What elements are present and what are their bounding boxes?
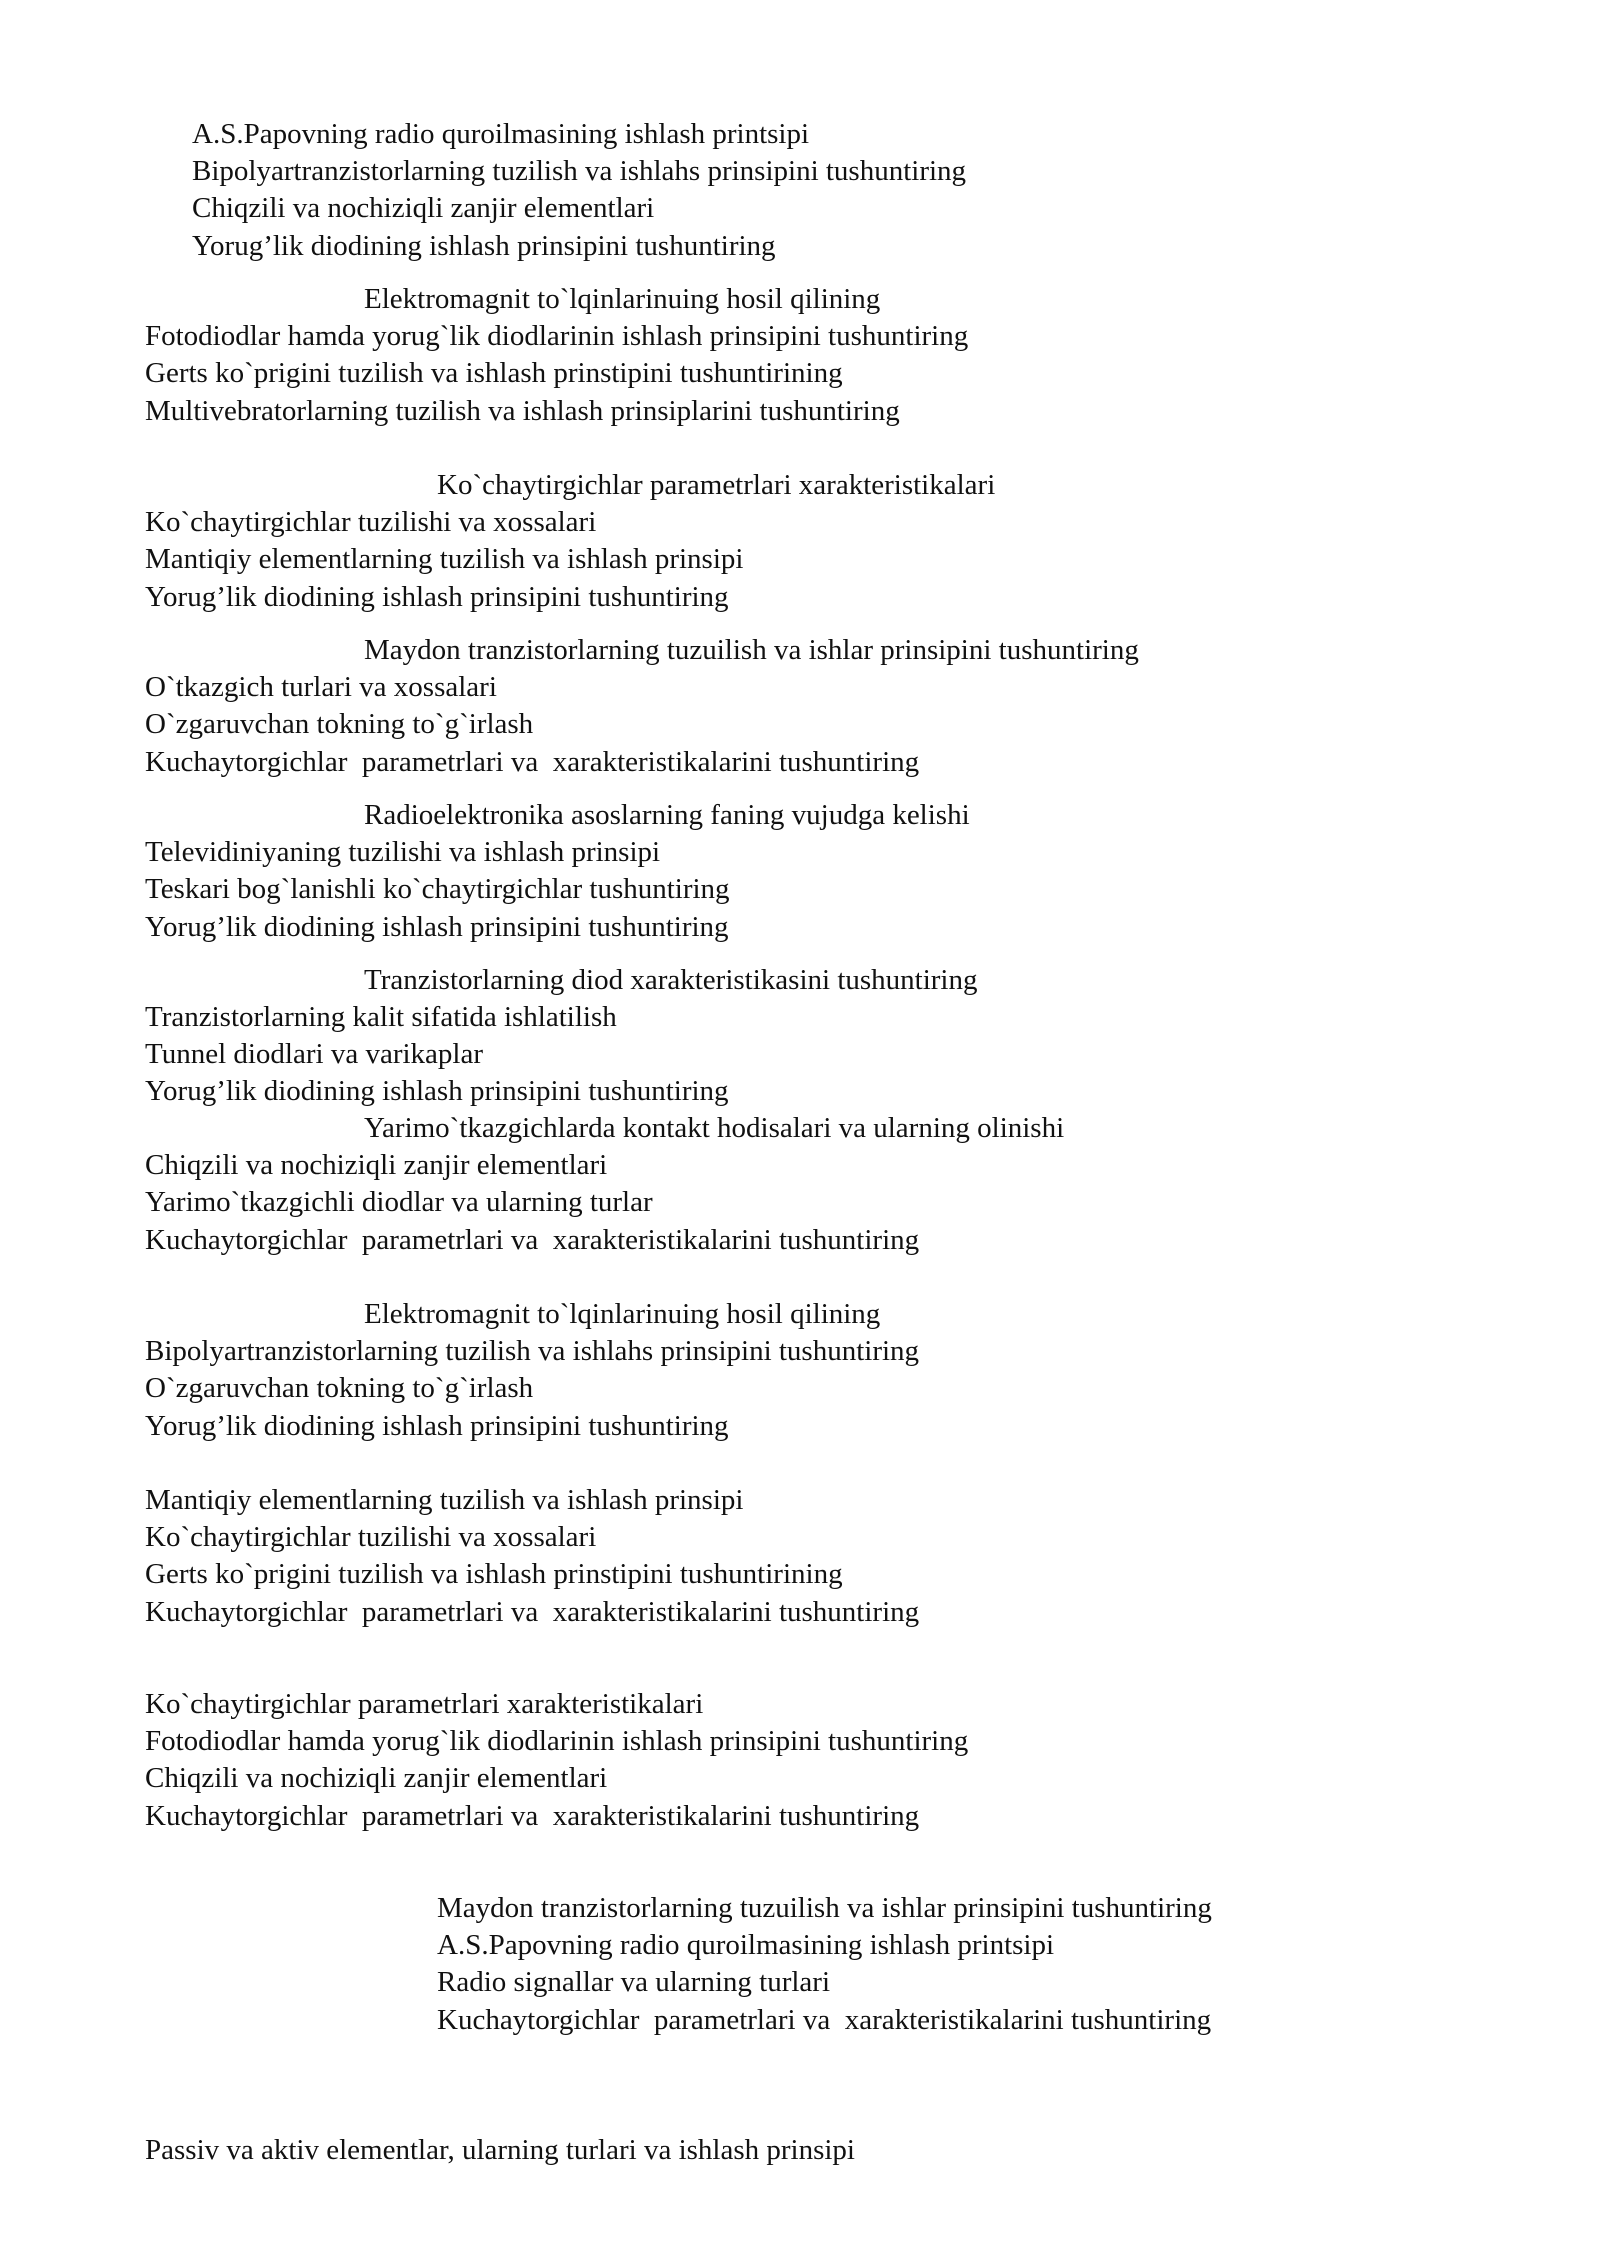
text-line: Mantiqiy elementlarning tuzilish va ishlash prinsipi — [145, 1484, 744, 1516]
text-line: Tranzistorlarning kalit sifatida ishlatilish — [145, 1001, 617, 1033]
text-line: Kuchaytorgichlar parametrlari va xarakteristikalarini tushuntiring — [437, 2004, 1212, 2036]
text-line: Ko`chaytirgichlar tuzilishi va xossalari — [145, 1521, 597, 1553]
text-line: Radio signallar va ularning turlari — [437, 1966, 831, 1998]
text-line: Teskari bog`lanishli ko`chaytirgichlar tushuntiring — [145, 873, 730, 905]
text-line: Yorug’lik diodining ishlash prinsipini tushuntiring — [145, 1075, 729, 1107]
text-line: Ko`chaytirgichlar parametrlari xarakteristikalari — [145, 1688, 704, 1720]
text-line: Tunnel diodlari va varikaplar — [145, 1038, 483, 1070]
text-line: Multivebratorlarning tuzilish va ishlash prinsiplarini tushuntiring — [145, 395, 900, 427]
text-line: Bipolyartranzistorlarning tuzilish va ishlahs prinsipini tushuntiring — [145, 1335, 920, 1367]
text-line: Maydon tranzistorlarning tuzuilish va ishlar prinsipini tushuntiring — [437, 1892, 1212, 1924]
section-heading: Radioelektronika asoslarning faning vujudga kelishi — [364, 799, 970, 831]
section-heading: Tranzistorlarning diod xarakteristikasini tushuntiring — [364, 964, 978, 996]
text-line: A.S.Papovning radio quroilmasining ishlash printsipi — [437, 1929, 1055, 1961]
text-line: A.S.Papovning radio quroilmasining ishlash printsipi — [192, 118, 810, 150]
text-line: Passiv va aktiv elementlar, ularning turlari va ishlash prinsipi — [145, 2134, 855, 2166]
text-line: O`zgaruvchan tokning to`g`irlash — [145, 708, 534, 740]
text-line: Chiqzili va nochiziqli zanjir elementlari — [145, 1149, 608, 1181]
text-line: Fotodiodlar hamda yorug`lik diodlarinin ishlash prinsipini tushuntiring — [145, 1725, 969, 1757]
section-heading: Elektromagnit to`lqinlarinuing hosil qilining — [364, 283, 881, 315]
text-line: Gerts ko`prigini tuzilish va ishlash prinstipini tushuntirining — [145, 1558, 843, 1590]
text-line: Yorug’lik diodining ishlash prinsipini tushuntiring — [145, 581, 729, 613]
text-line: Kuchaytorgichlar parametrlari va xarakteristikalarini tushuntiring — [145, 1800, 920, 1832]
text-line: Gerts ko`prigini tuzilish va ishlash prinstipini tushuntirining — [145, 357, 843, 389]
text-line: Chiqzili va nochiziqli zanjir elementlari — [192, 192, 655, 224]
text-line: O`zgaruvchan tokning to`g`irlash — [145, 1372, 534, 1404]
text-line: Kuchaytorgichlar parametrlari va xarakteristikalarini tushuntiring — [145, 1224, 920, 1256]
text-line: O`tkazgich turlari va xossalari — [145, 671, 497, 703]
text-line: Yorug’lik diodining ishlash prinsipini tushuntiring — [145, 1410, 729, 1442]
text-line: Yorug’lik diodining ishlash prinsipini tushuntiring — [192, 230, 776, 262]
section-heading: Maydon tranzistorlarning tuzuilish va ishlar prinsipini tushuntiring — [364, 634, 1139, 666]
text-line: Kuchaytorgichlar parametrlari va xarakteristikalarini tushuntiring — [145, 1596, 920, 1628]
text-line: Bipolyartranzistorlarning tuzilish va ishlahs prinsipini tushuntiring — [192, 155, 967, 187]
text-line: Mantiqiy elementlarning tuzilish va ishlash prinsipi — [145, 543, 744, 575]
text-line: Yarimo`tkazgichli diodlar va ularning turlar — [145, 1186, 653, 1218]
section-heading: Elektromagnit to`lqinlarinuing hosil qilining — [364, 1298, 881, 1330]
section-heading: Yarimo`tkazgichlarda kontakt hodisalari va ularning olinishi — [364, 1112, 1065, 1144]
text-line: Kuchaytorgichlar parametrlari va xarakteristikalarini tushuntiring — [145, 746, 920, 778]
text-line: Yorug’lik diodining ishlash prinsipini tushuntiring — [145, 911, 729, 943]
text-line: Chiqzili va nochiziqli zanjir elementlari — [145, 1762, 608, 1794]
section-heading: Ko`chaytirgichlar parametrlari xarakteristikalari — [437, 469, 996, 501]
text-line: Televidiniyaning tuzilishi va ishlash prinsipi — [145, 836, 661, 868]
text-line: Fotodiodlar hamda yorug`lik diodlarinin ishlash prinsipini tushuntiring — [145, 320, 969, 352]
text-line: Ko`chaytirgichlar tuzilishi va xossalari — [145, 506, 597, 538]
